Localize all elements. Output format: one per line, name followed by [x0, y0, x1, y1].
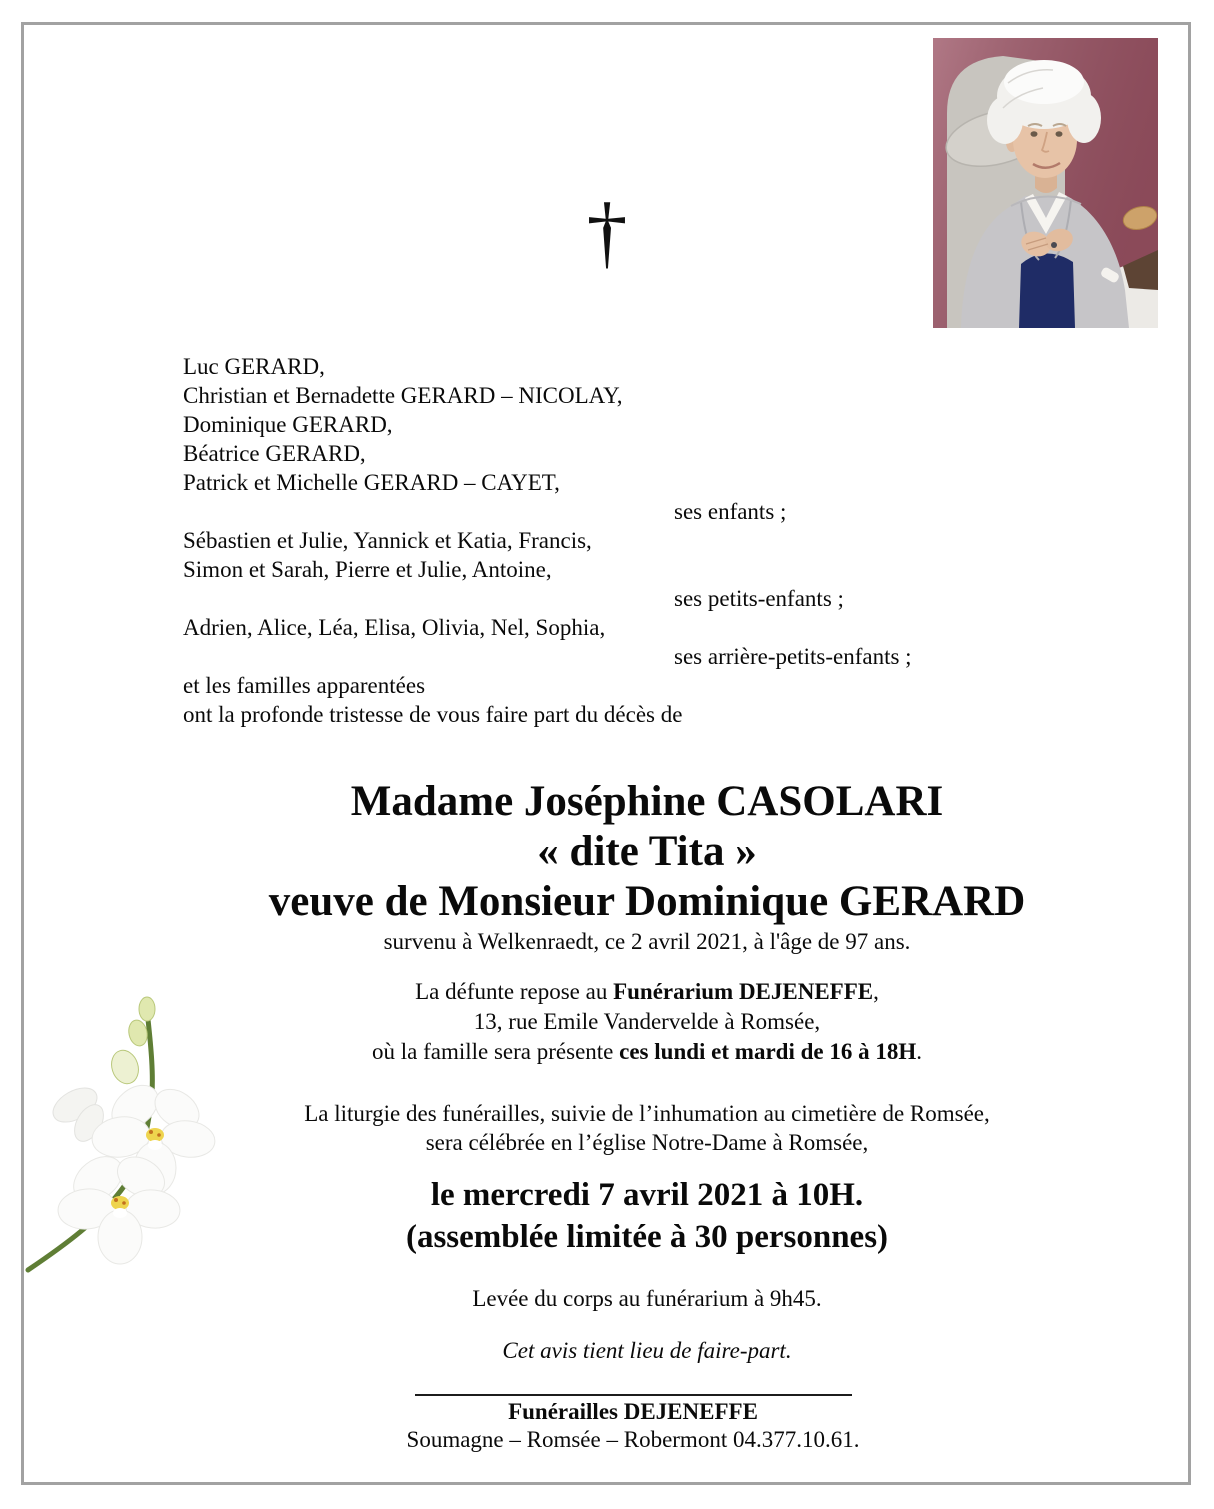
funerarium-name: Funérarium DEJENEFFE: [613, 979, 874, 1004]
grandchildren-label: ses petits-enfants ;: [674, 586, 844, 611]
portrait-photo: [933, 38, 1158, 328]
orchid-flower-upper-center: [146, 1128, 164, 1150]
visiting-hours: ces lundi et mardi de 16 à 18H: [619, 1039, 917, 1064]
family-names-block: [183, 352, 912, 729]
announcement-line: ont la profonde tristesse de vous faire part du décès de: [183, 702, 683, 727]
orchid-flower-lower-center: [111, 1196, 129, 1218]
photo-eye-right: [1056, 131, 1063, 137]
repose-block: [143, 977, 1151, 1067]
photo-sweater: [1019, 253, 1075, 328]
photo-eye-left: [1031, 131, 1038, 137]
ceremony-block: [143, 1174, 1151, 1258]
repose-line-1: [143, 977, 1151, 1007]
deceased-name: Madame Joséphine CASOLARI: [350, 778, 944, 825]
child-name-line: Christian et Bernadette GERARD – NICOLAY,: [183, 383, 623, 408]
deceased-title-block: [143, 777, 1151, 927]
liturgy-line-2: sera célébrée en l’église Notre-Dame à Romsée,: [425, 1130, 869, 1155]
orchid-flower-icon: [25, 985, 260, 1275]
ceremony-datetime: le mercredi 7 avril 2021 à 10H.: [430, 1177, 864, 1213]
repose-line-3-text: où la famille sera présente: [372, 1039, 620, 1064]
child-name-line: Patrick et Michelle GERARD – CAYET,: [183, 470, 560, 495]
deceased-nickname: « dite Tita »: [537, 828, 757, 875]
children-label: ses enfants ;: [674, 499, 787, 524]
funeral-home-name: Funérailles DEJENEFFE: [508, 1399, 758, 1424]
repose-line-2: 13, rue Emile Vandervelde à Romsée,: [473, 1009, 821, 1034]
great-grandchild-name-line: Adrien, Alice, Léa, Elisa, Olivia, Nel, Sophia,: [183, 615, 606, 640]
faire-part-notice: Cet avis tient lieu de faire-part.: [502, 1338, 792, 1363]
child-name-line: Luc GERARD,: [183, 354, 325, 379]
related-families-line: et les familles apparentées: [183, 673, 426, 698]
funeral-home-locations: Soumagne – Romsée – Robermont 04.377.10.61.: [406, 1427, 860, 1452]
deceased-widow-line: veuve de Monsieur Dominique GERARD: [268, 878, 1026, 925]
liturgy-block: [143, 1099, 1151, 1157]
repose-line-1-end: ,: [873, 979, 879, 1004]
grandchild-name-line: Sébastien et Julie, Yannick et Katia, Francis,: [183, 528, 592, 553]
footer-separator: [415, 1394, 852, 1396]
cross-icon: †: [586, 186, 628, 277]
liturgy-line-1: La liturgie des funérailles, suivie de l’inhumation au cimetière de Romsée,: [304, 1101, 990, 1126]
repose-line-3: [143, 1037, 1151, 1067]
repose-line-3-end: .: [916, 1039, 922, 1064]
great-grandchildren-label: ses arrière-petits-enfants ;: [674, 644, 912, 669]
child-name-line: Dominique GERARD,: [183, 412, 393, 437]
grandchild-name-line: Simon et Sarah, Pierre et Julie, Antoine,: [183, 557, 552, 582]
repose-line-1-text: La défunte repose au: [415, 979, 614, 1004]
death-info-line: survenu à Welkenraedt, ce 2 avril 2021, à l'âge de 97 ans.: [383, 929, 911, 954]
ceremony-restriction: (assemblée limitée à 30 personnes): [405, 1219, 889, 1255]
levee-line: Levée du corps au funérarium à 9h45.: [472, 1286, 822, 1311]
child-name-line: Béatrice GERARD,: [183, 441, 366, 466]
